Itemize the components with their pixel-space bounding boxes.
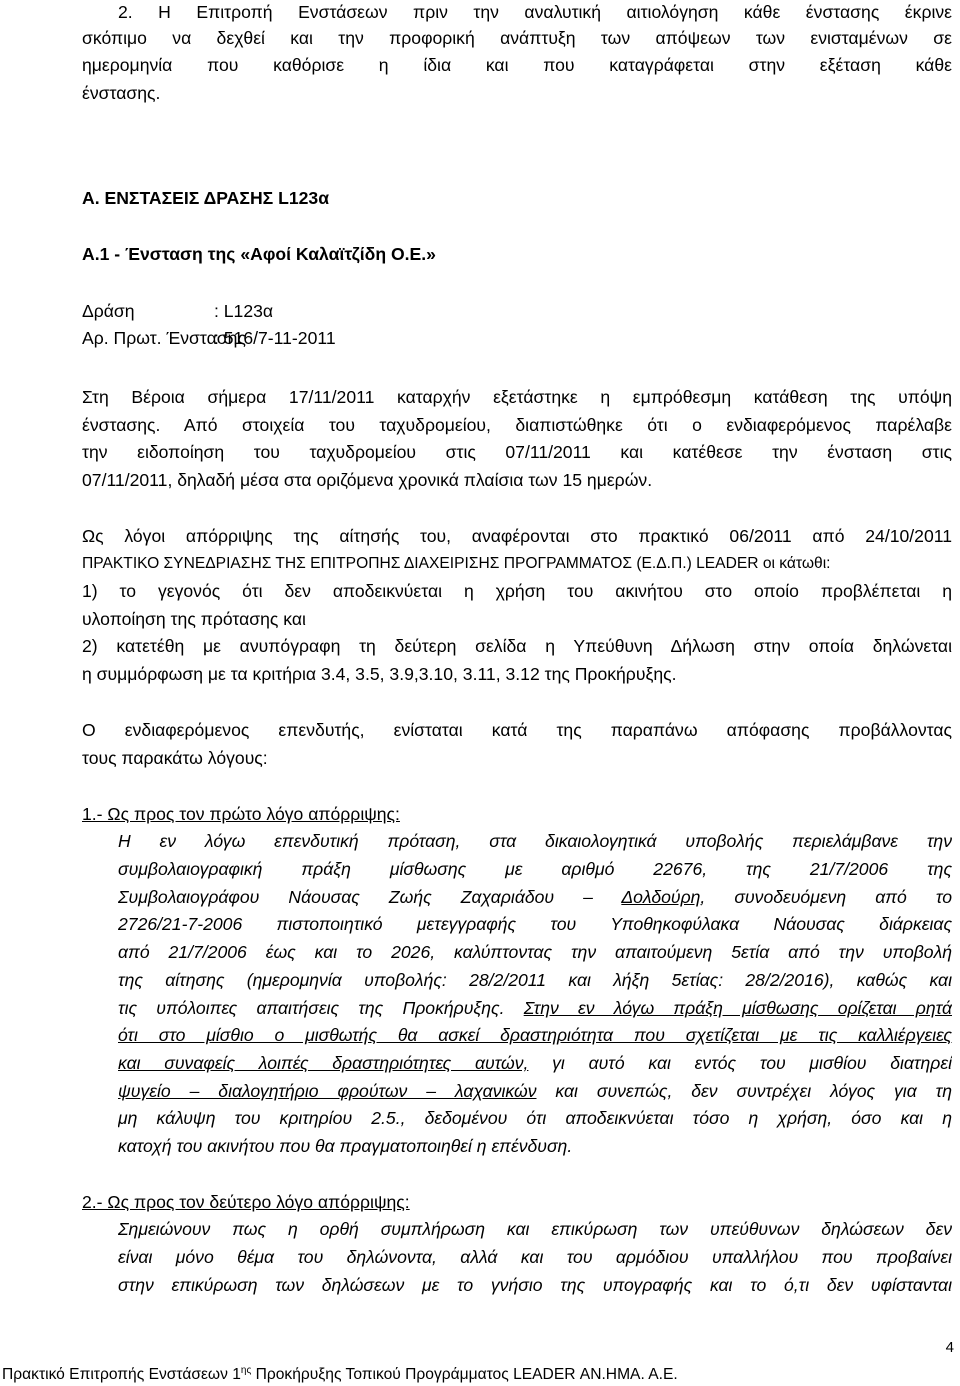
footer-text-start: Πρακτικό Επιτροπής Ενστάσεων 1 — [2, 1366, 241, 1384]
reason2-line: είναι μόνο θέμα του δηλώνοντα, αλλά και του αρμόδιου υπαλλήλου που προβαίνει — [118, 1247, 952, 1267]
reason1-line: συμβολαιογραφική πράξη μίσθωσης με αριθμό 22676, της 21/7/2006 της — [118, 859, 952, 879]
para3-line-2: τους παρακάτω λόγους: — [82, 748, 268, 768]
footer-ordinal: ης — [240, 1365, 252, 1376]
reason2-line: στην επικύρωση των δηλώσεων με το γνήσιο της υπογραφής και το ό,τι δεν υφίστανται — [118, 1275, 952, 1295]
para1-line-2: ένστασης. Από στοιχεία του ταχυδρομείου, διαπιστώθηκε ότι ο ενδιαφερόμενος παρέλαβε — [82, 415, 952, 435]
para2-line-3: 1) το γεγονός ότι δεν αποδεικνύεται η χρήση του ακινήτου στο οποίο προβλέπεται η — [82, 581, 952, 601]
reason2-line: Σημειώνουν πως η ορθή συμπλήρωση και επικύρωση των υπεύθυνων δηλώσεων δεν — [118, 1219, 952, 1239]
intro-line-2: σκόπιμο να δεχθεί και την προφορική ανάπτυξη των απόψεων των ενισταμένων σε — [82, 28, 952, 48]
reason1-line: της αίτησης (ημερομηνία υποβολής: 28/2/2011 και λήξη 5ετίας: 28/2/2016), καθώς και — [118, 970, 952, 990]
para2-line-6: η συμμόρφωση με τα κριτήρια 3.4, 3.5, 3.9,3.10, 3.11, 3.12 της Προκήρυξης. — [82, 664, 677, 684]
action-value: : L123α — [214, 301, 274, 321]
reason1-line: ψυγείο – διαλογητήριο φρούτων – λαχανικών και συνεπώς, δεν συντρέχει λόγος για τη — [118, 1081, 952, 1101]
meta-action-row — [82, 297, 952, 325]
reason1-line: μη κάλυψη του κριτηρίου 2.5., δεδομένου ότι αποδεικνύεται τόσο η χρήση, όσο και η — [118, 1108, 952, 1128]
reason1-line: από 21/7/2006 έως και το 2026, καλύπτοντας την απαιτούμενη 5ετία από την υποβολή — [118, 942, 952, 962]
para2-line-5: 2) κατετέθη με ανυπόγραφη τη δεύτερη σελίδα η Υπεύθυνη Δήλωση στην οποία δηλώνεται — [82, 636, 952, 656]
para1-line-3: την ειδοποίηση του ταχυδρομείου στις 07/11/2011 και κατέθεσε την ένσταση στις — [82, 442, 952, 462]
para2-line-4: υλοποίηση της πρότασης και — [82, 609, 306, 629]
section-heading: Α. ΕΝΣΤΑΣΕΙΣ ΔΡΑΣΗΣ L123α — [82, 188, 330, 208]
footer-text-end: Προκήρυξης Τοπικού Προγράμματος LEADER ΑΝ.ΗΜΑ. Α.Ε. — [251, 1366, 678, 1384]
reason1-heading: 1.- Ως προς τον πρώτο λόγο απόρριψης: — [82, 804, 400, 824]
reason1-line: 2726/21-7-2006 πιστοποιητικό μετεγγραφής του Υποθηκοφύλακα Νάουσας διάρκειας — [118, 914, 952, 934]
reason2-heading: 2.- Ως προς τον δεύτερο λόγο απόρριψης: — [82, 1192, 410, 1212]
page-footer — [2, 1360, 678, 1386]
reason1-line: Συμβολαιογράφου Νάουσας Ζωής Ζαχαριάδου – Δολδούρη, συνοδευόμενη από το — [118, 887, 952, 907]
objection-heading: Α.1 - Ένσταση της «Αφοί Καλαϊτζίδη Ο.Ε.» — [82, 244, 436, 264]
para1-line-1: Στη Βέροια σήμερα 17/11/2011 καταρχήν εξετάστηκε η εμπρόθεσμη κατάθεση της υπόψη — [82, 387, 952, 407]
para2-line-2: ΠΡΑΚΤΙΚΟ ΣΥΝΕΔΡΙΑΣΗΣ ΤΗΣ ΕΠΙΤΡΟΠΗΣ ΔΙΑΧΕΙΡΙΣΗΣ ΠΡΟΓΡΑΜΜΑΤΟΣ (Ε.Δ.Π.) LEADER οι κάτωθι: — [82, 555, 831, 572]
reason1-line: κατοχή του ακινήτου που θα πραγματοποιηθεί η επένδυση. — [118, 1136, 573, 1156]
reason1-line: τις υπόλοιπες απαιτήσεις της Προκήρυξης. Στην εν λόγω πράξη μίσθωσης ορίζεται ρητά — [118, 998, 952, 1018]
reason1-line: και συναφείς λοιπές δραστηριότητες αυτών, γι αυτό και εντός του μισθίου διατηρεί — [118, 1053, 952, 1073]
reason1-line: ότι στο μίσθιο ο μισθωτής θα ασκεί δραστηριότητα που σχετίζεται με τις καλλιέργειες — [118, 1025, 952, 1045]
protocol-value: : 516/7-11-2011 — [214, 328, 336, 348]
action-label: Δράση — [82, 301, 135, 321]
meta-protocol-row — [82, 324, 952, 352]
reason1-line: Η εν λόγω επενδυτική πρόταση, στα δικαιολογητικά υποβολής περιελάμβανε την — [118, 831, 952, 851]
intro-line-3: ημερομηνία που καθόρισε η ίδια και που καταγράφεται στην εξέταση κάθε — [82, 55, 952, 75]
protocol-label: Αρ. Πρωτ. Ένστασης — [82, 328, 246, 348]
intro-line-4: ένστασης. — [82, 83, 161, 103]
para3-line-1: Ο ενδιαφερόμενος επενδυτής, ενίσταται κατά της παραπάνω απόφασης προβάλλοντας — [82, 720, 952, 740]
para2-line-1: Ως λόγοι απόρριψης της αίτησής του, αναφέρονται στο πρακτικό 06/2011 από 24/10/2011 — [82, 526, 952, 546]
intro-line-1: 2. Η Επιτροπή Ενστάσεων πριν την αναλυτική αιτιολόγηση κάθε ένστασης έκρινε — [118, 2, 952, 22]
para1-line-4: 07/11/2011, δηλαδή μέσα στα οριζόμενα χρονικά πλαίσια των 15 ημερών. — [82, 470, 653, 490]
page-number: 4 — [945, 1339, 954, 1356]
